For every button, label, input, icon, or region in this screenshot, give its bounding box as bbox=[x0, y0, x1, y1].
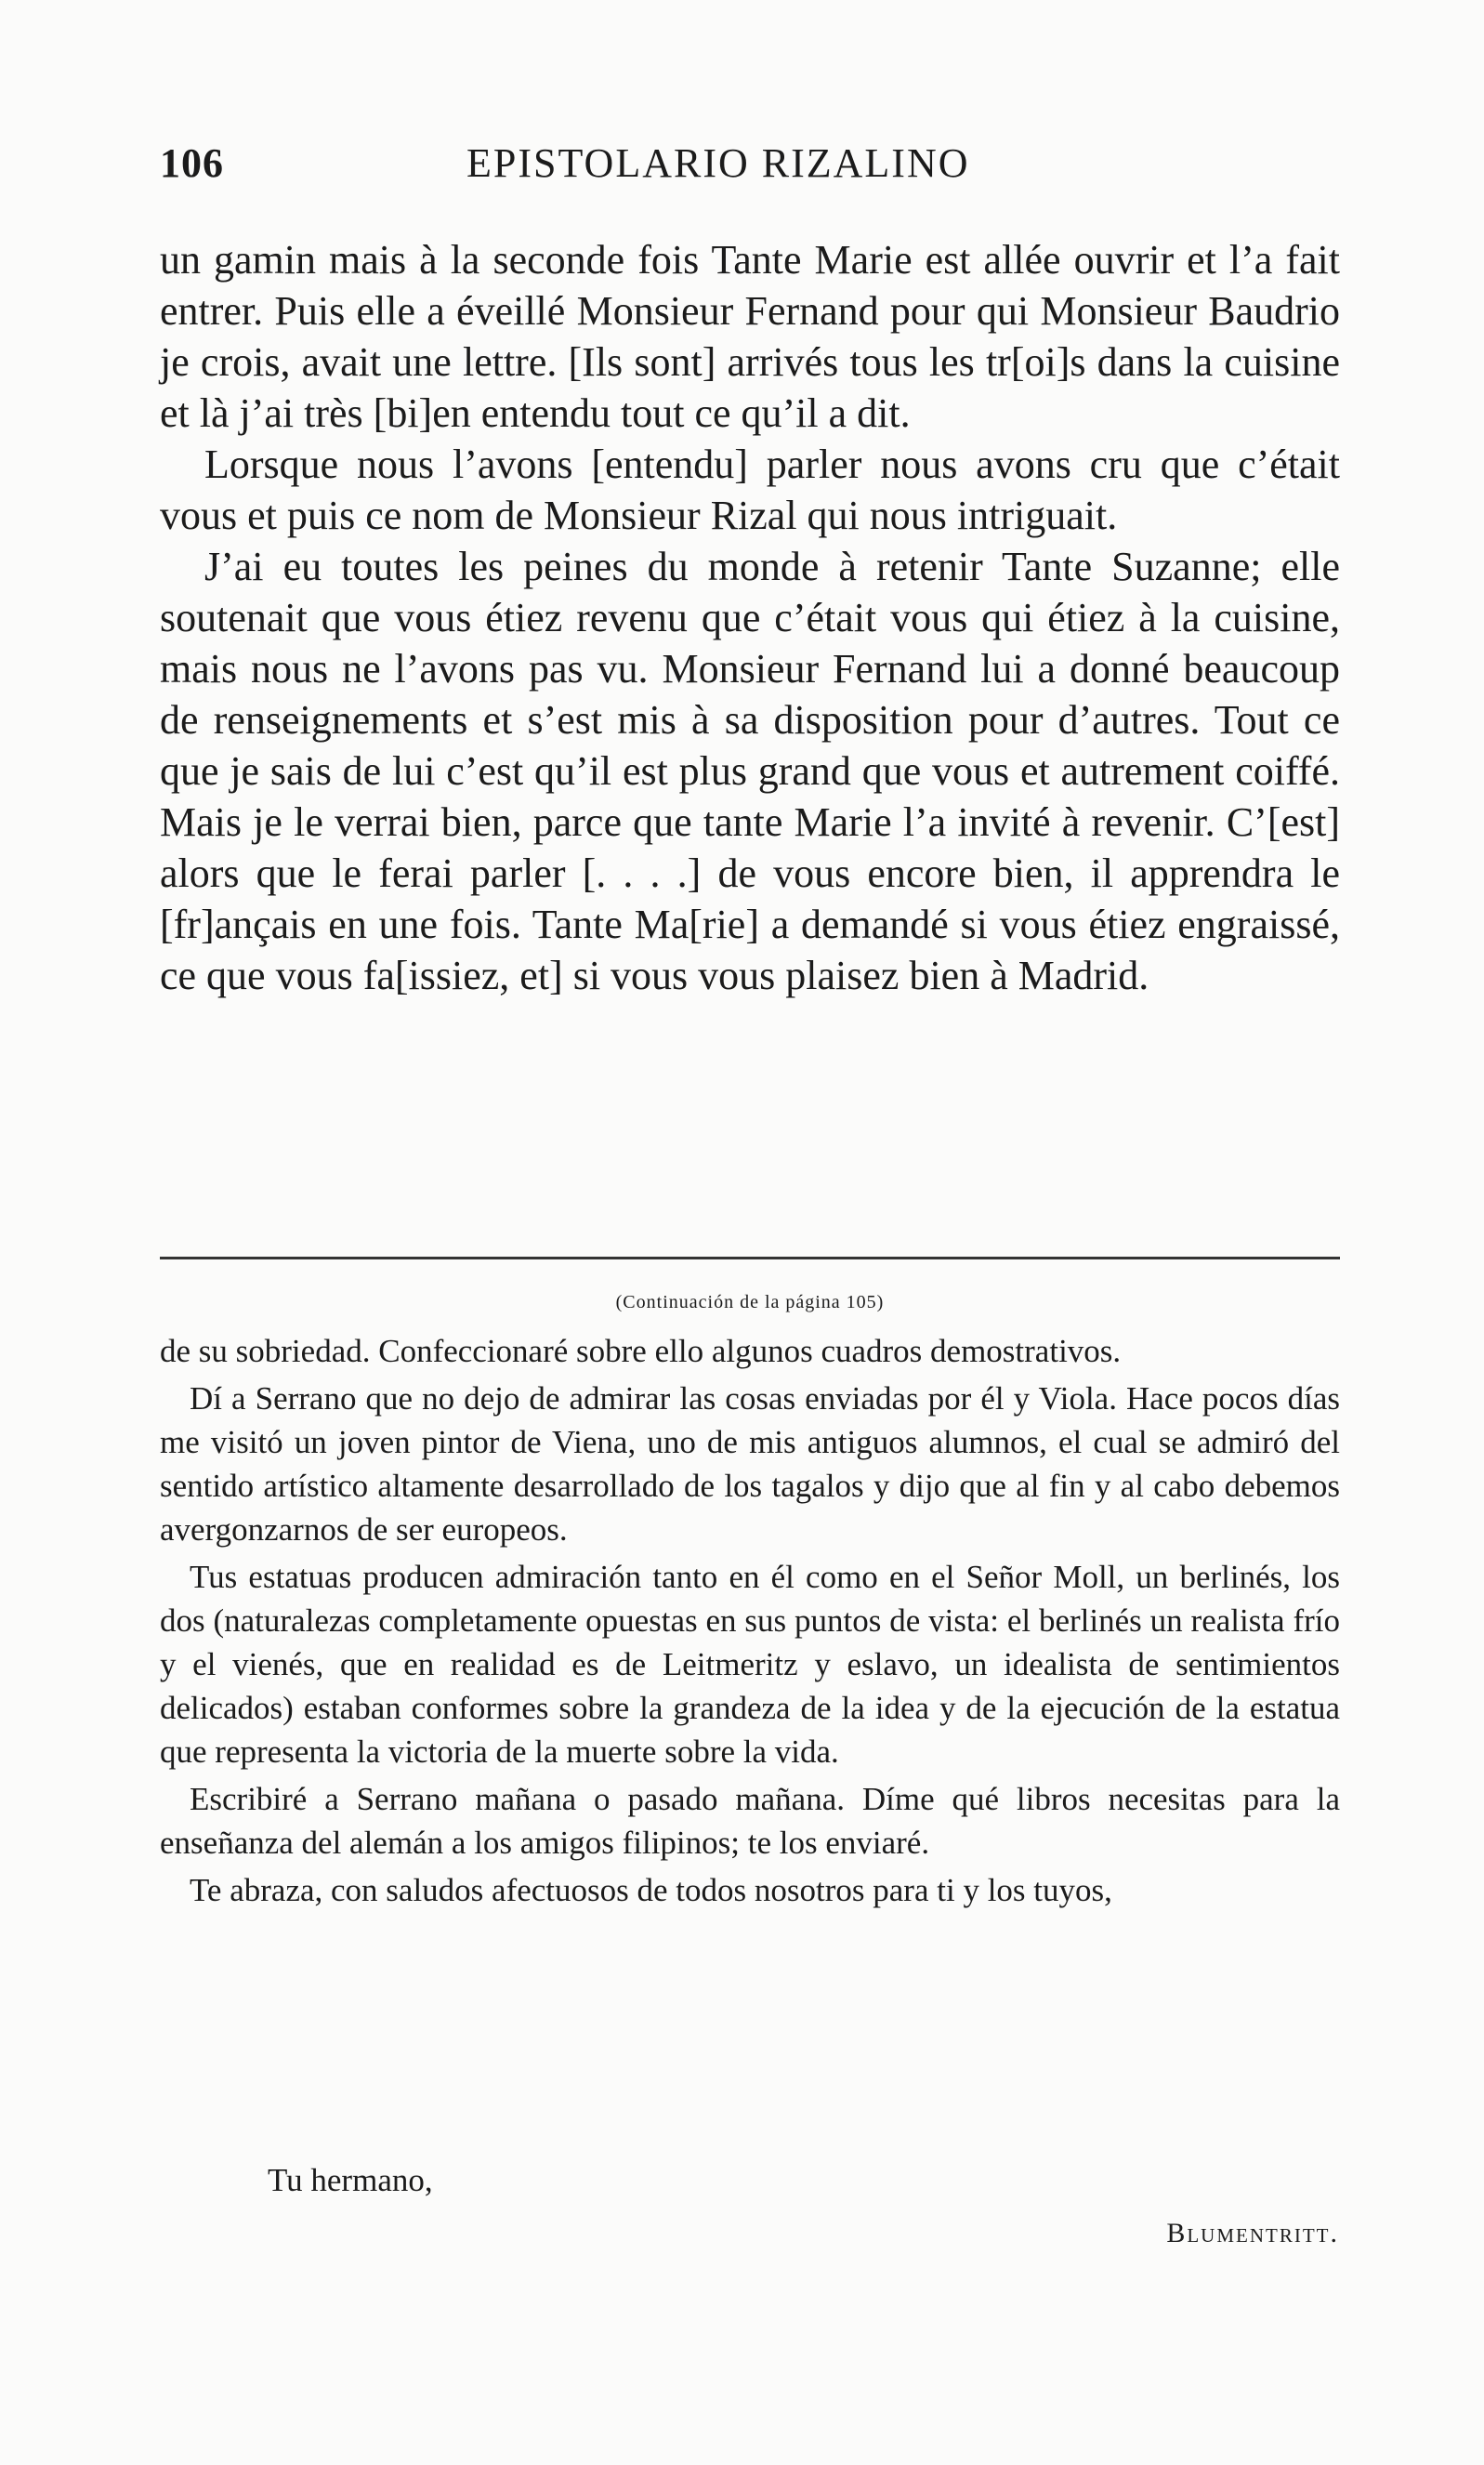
page-number: 106 bbox=[160, 140, 224, 186]
spanish-paragraph-1: de su sobriedad. Confeccionaré sobre ello algunos cuadros demostrativos. bbox=[160, 1333, 1122, 1369]
spanish-paragraph-4: Escribiré a Serrano mañana o pasado mañana. Díme qué libros necesitas para la enseñanza del alemán a los amigos filipinos; te los enviaré. bbox=[160, 1781, 1340, 1861]
spanish-paragraph-3: Tus estatuas producen admiración tanto en él como en el Señor Moll, un berlinés, los dos (naturalezas completamente opuestas en sus puntos de vista: el berlinés un realista frío y el vienés, que en realidad es de Leitmeritz y eslavo, un idealista de sentimientos delicados) estaban conformes sobre la grandeza de la idea y de la ejecución de la estatua que representa la victoria de la muerte sobre la vida. bbox=[160, 1559, 1340, 1770]
spanish-letter-text bbox=[160, 1329, 1340, 1916]
footnote-divider bbox=[160, 1257, 1340, 1259]
french-letter-text bbox=[160, 234, 1340, 1001]
french-paragraph-1: un gamin mais à la seconde fois Tante Marie est allée ouvrir et l’a fait entrer. Puis elle a éveillé Monsieur Fernand pour qui Monsieur Baudrio je crois, avait une lettre. [Ils sont] arrivés tous les tr[oi]s dans la cuisine et là j’ai très [bi]en entendu tout ce qu’il a dit. bbox=[160, 237, 1340, 436]
letter-closing: Tu hermano, bbox=[268, 2162, 433, 2198]
signature: Blumentritt. bbox=[1166, 2218, 1339, 2248]
spanish-paragraph-5: Te abraza, con saludos afectuosos de todos nosotros para ti y los tuyos, bbox=[190, 1872, 1112, 1908]
running-title: EPISTOLARIO RIZALINO bbox=[466, 140, 970, 186]
page-header bbox=[160, 139, 1331, 204]
french-paragraph-3: J’ai eu toutes les peines du monde à retenir Tante Suzanne; elle soutenait que vous étiez revenu que c’était vous qui étiez à la cuisine, mais nous ne l’avons pas vu. Monsieur Fernand lui a donné beaucoup de renseignements et s’est mis à sa disposition pour d’autres. Tout ce que je sais de lui c’est qu’il est plus grand que vous et autrement coiffé. Mais je le verrai bien, parce que tante Marie l’a invité à revenir. C’[est] alors que le ferai parler [. . . .] de vous encore bien, il apprendra le [fr]ançais en une fois. Tante Ma[rie] a demandé si vous étiez engraissé, ce que vous fa[issiez, et] si vous vous plaisez bien à Madrid. bbox=[160, 544, 1340, 998]
french-paragraph-2: Lorsque nous l’avons [entendu] parler nous avons cru que c’était vous et puis ce nom de Monsieur Rizal qui nous intriguait. bbox=[160, 442, 1340, 538]
continuation-note: (Continuación de la página 105) bbox=[615, 1292, 885, 1312]
spanish-paragraph-2: Dí a Serrano que no dejo de admirar las cosas enviadas por él y Viola. Hace pocos días me visitó un joven pintor de Viena, uno de mis antiguos alumnos, el cual se admiró del sentido artístico altamente desarrollado de los tagalos y dijo que al fin y al cabo debemos avergonzarnos de ser europeos. bbox=[160, 1380, 1340, 1548]
